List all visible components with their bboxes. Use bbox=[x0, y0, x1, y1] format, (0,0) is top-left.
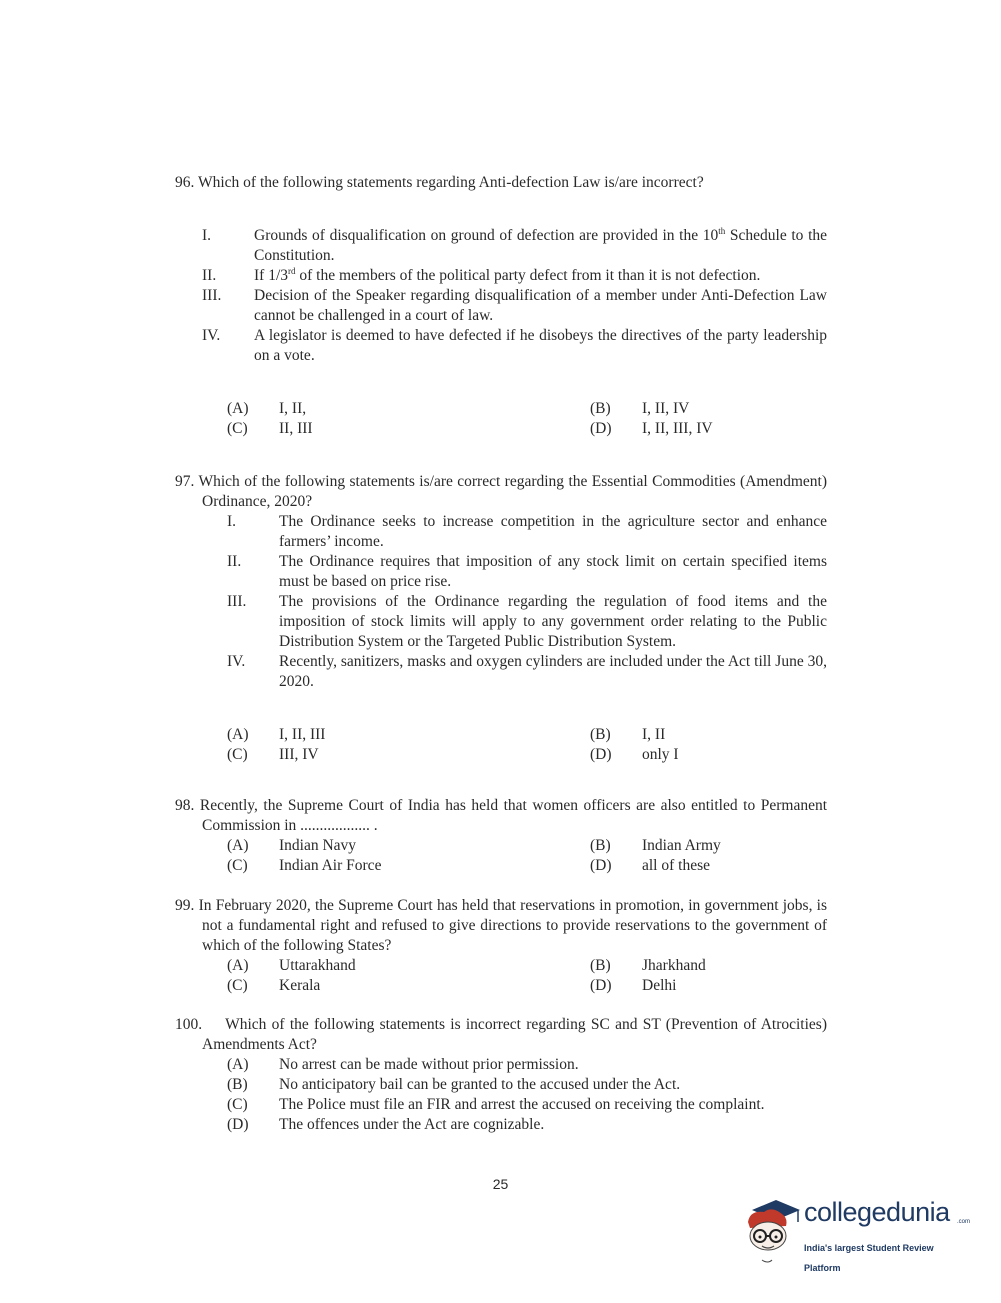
student-mascot-icon bbox=[742, 1196, 802, 1266]
question-stem: Which of the following statements regarding Anti-defection Law is/are incorrect? bbox=[197, 174, 704, 191]
statement-item bbox=[202, 326, 827, 366]
question-98-text bbox=[175, 796, 827, 836]
page-number: 25 bbox=[492, 1176, 509, 1192]
statement-item bbox=[202, 226, 827, 266]
statement-numeral: IV. bbox=[227, 653, 246, 670]
option-b[interactable]: (B) No anticipatory bail can be granted to the accused under the Act. bbox=[227, 1076, 681, 1093]
option-b[interactable]: (B) I, II, IV bbox=[590, 400, 690, 417]
statement-numeral: II. bbox=[227, 553, 242, 570]
option-d[interactable]: (D) Delhi bbox=[590, 977, 677, 994]
statement-text: If 1/3rd of the members of the political party defect from it than it is not defection. bbox=[254, 266, 761, 284]
logo-domain: .com bbox=[957, 1219, 971, 1225]
question-96-text bbox=[175, 173, 827, 193]
option-b[interactable]: (B) Indian Army bbox=[590, 837, 721, 854]
option-b[interactable]: (B) I, II bbox=[590, 726, 666, 743]
question-98 bbox=[175, 796, 827, 876]
statement-text: The provisions of the Ordinance regarding the regulation of food items and the imposition of stock limits will apply to any government order relating to the Public Distribution System or the Targeted Public Distribution System. bbox=[279, 593, 827, 650]
option-a[interactable]: (A) No arrest can be made without prior permission. bbox=[227, 1056, 579, 1073]
option-d[interactable]: (D) The offences under the Act are cognizable. bbox=[227, 1116, 545, 1133]
option-list bbox=[227, 1055, 827, 1135]
question-number: 99. bbox=[175, 897, 195, 914]
statement-numeral: IV. bbox=[202, 327, 221, 344]
statement-item bbox=[227, 552, 827, 592]
question-96 bbox=[175, 173, 827, 439]
option-a[interactable]: (A) I, II, bbox=[227, 400, 307, 417]
statement-numeral: I. bbox=[227, 513, 237, 530]
statement-text: A legislator is deemed to have defected if he disobeys the directives of the party leadership on a vote. bbox=[254, 327, 827, 364]
question-99-text bbox=[175, 896, 827, 956]
option-a[interactable]: (A) Indian Navy bbox=[227, 837, 357, 854]
option-c[interactable]: (C) Indian Air Force bbox=[227, 857, 382, 874]
option-d[interactable]: (D) only I bbox=[590, 746, 679, 763]
statement-text: Grounds of disqualification on ground of defection are provided in the 10th Schedule to the Constitution. bbox=[254, 226, 828, 264]
statement-numeral: I. bbox=[202, 227, 212, 244]
statement-list bbox=[202, 226, 827, 366]
statement-text: The Ordinance seeks to increase competition in the agriculture sector and enhance farmers’ income. bbox=[279, 513, 827, 550]
option-a[interactable]: (A) I, II, III bbox=[227, 726, 326, 743]
collegedunia-logo bbox=[742, 1196, 972, 1273]
statement-item bbox=[227, 652, 827, 692]
statement-numeral: III. bbox=[202, 287, 222, 304]
statement-text: Recently, sanitizers, masks and oxygen cylinders are included under the Act till June 30, 2020. bbox=[279, 653, 827, 690]
statement-numeral: II. bbox=[202, 267, 217, 284]
statement-text: The Ordinance requires that imposition of any stock limit on certain specified items must be based on price rise. bbox=[279, 553, 827, 590]
option-c[interactable]: (C) The Police must file an FIR and arrest the accused on receiving the complaint. bbox=[227, 1096, 765, 1113]
statement-item bbox=[227, 512, 827, 552]
option-grid bbox=[227, 956, 827, 996]
option-a[interactable]: (A) Uttarakhand bbox=[227, 957, 356, 974]
statement-text: Decision of the Speaker regarding disqualification of a member under Anti-Defection Law cannot be challenged in a court of law. bbox=[254, 287, 827, 324]
question-number: 98. bbox=[175, 797, 195, 814]
statement-numeral: III. bbox=[227, 593, 247, 610]
question-number: 97. bbox=[175, 473, 195, 490]
question-number: 100. bbox=[175, 1016, 203, 1033]
question-97-text bbox=[175, 472, 827, 512]
option-d[interactable]: (D) all of these bbox=[590, 857, 711, 874]
question-number: 96. bbox=[175, 174, 195, 191]
statement-item bbox=[227, 592, 827, 652]
option-c[interactable]: (C) II, III bbox=[227, 420, 313, 437]
option-c[interactable]: (C) III, IV bbox=[227, 746, 319, 763]
statement-list bbox=[227, 512, 827, 692]
question-97 bbox=[175, 472, 827, 765]
logo-wordmark: collegedunia bbox=[804, 1197, 950, 1227]
option-grid bbox=[227, 725, 827, 765]
option-b[interactable]: (B) Jharkhand bbox=[590, 957, 706, 974]
question-stem: Recently, the Supreme Court of India has held that women officers are also entitled to Permanent Commission in .................. . bbox=[199, 797, 828, 834]
statement-item bbox=[202, 266, 827, 286]
option-d[interactable]: (D) I, II, III, IV bbox=[590, 420, 713, 437]
question-stem: Which of the following statements is/are correct regarding the Essential Commodities (Amendment) Ordinance, 2020? bbox=[198, 473, 827, 510]
question-stem: In February 2020, the Supreme Court has held that reservations in promotion, in government jobs, is not a fundamental right and refused to give directions to provide reservations to the government of which of the following States? bbox=[198, 897, 827, 954]
statement-item bbox=[202, 286, 827, 326]
question-99 bbox=[175, 896, 827, 996]
question-100-text bbox=[175, 1015, 827, 1055]
logo-tagline: India's largest Student Review Platform bbox=[804, 1243, 934, 1273]
option-grid bbox=[227, 836, 827, 876]
question-100 bbox=[175, 1015, 827, 1135]
question-stem: Which of the following statements is incorrect regarding SC and ST (Prevention of Atrocities) Amendments Act? bbox=[202, 1016, 827, 1053]
option-c[interactable]: (C) Kerala bbox=[227, 977, 321, 994]
option-grid bbox=[227, 399, 827, 439]
